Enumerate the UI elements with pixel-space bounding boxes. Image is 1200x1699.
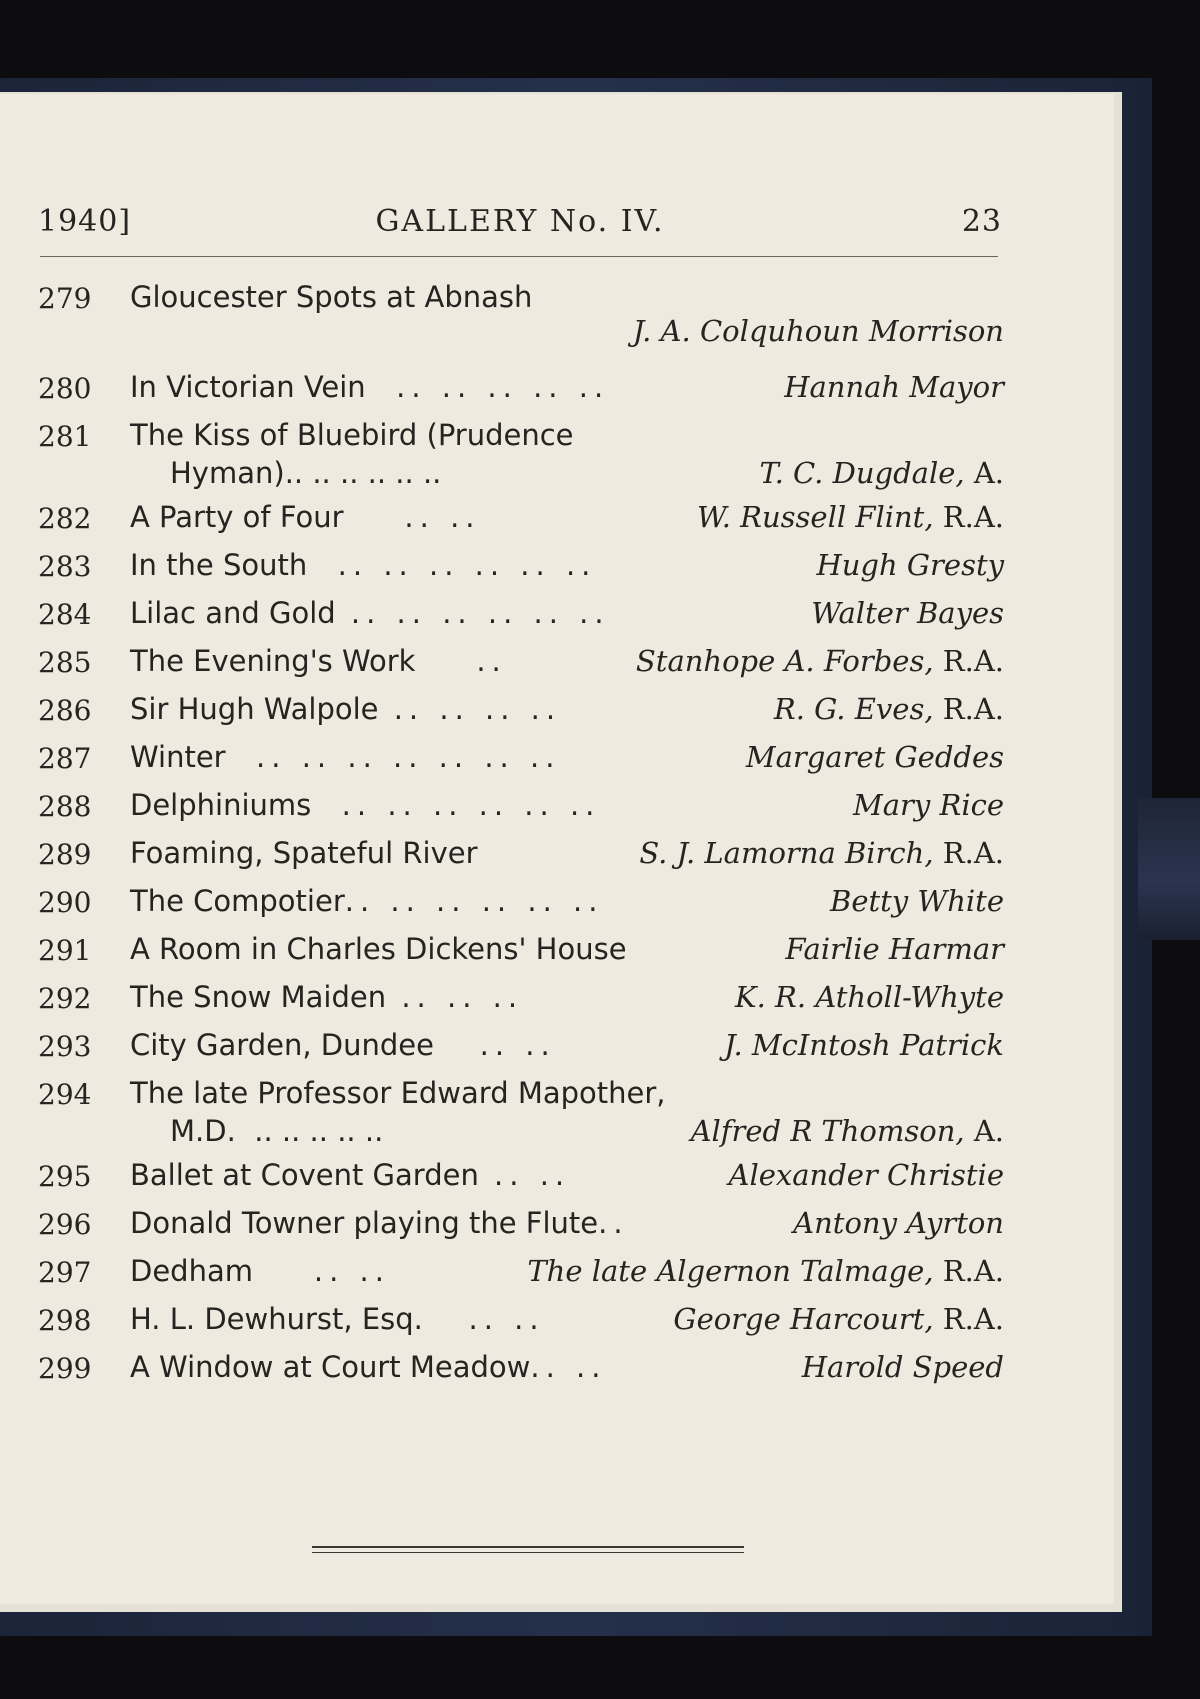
entry-title: The Evening's Work .. <box>130 644 507 678</box>
entry-artist: Margaret Geddes <box>745 740 1004 774</box>
entry-number: 296 <box>38 1208 92 1241</box>
entry-title: The late Professor Edward Mapother, <box>130 1076 666 1110</box>
list-item <box>38 740 1004 788</box>
entry-title: In Victorian Vein .. .. .. .. .. <box>130 370 610 404</box>
entry-number: 287 <box>38 742 92 775</box>
closing-double-rule <box>312 1546 744 1554</box>
entry-list <box>38 280 1004 1398</box>
header-gallery-title: GALLERY No. IV. <box>375 204 665 239</box>
entry-title: A Room in Charles Dickens' House <box>130 932 627 966</box>
entry-number: 286 <box>38 694 92 727</box>
entry-title: Dedham .. .. <box>130 1254 390 1288</box>
entry-number: 283 <box>38 550 92 583</box>
list-item <box>38 1206 1004 1254</box>
entry-title: The Compotier.. .. .. .. .. .. <box>130 884 604 918</box>
entry-artist: J. McIntosh Patrick <box>724 1028 1004 1062</box>
entry-title: Sir Hugh Walpole .. .. .. .. <box>130 692 562 726</box>
list-item <box>38 548 1004 596</box>
entry-title: The Snow Maiden .. .. .. <box>130 980 524 1014</box>
list-item <box>38 500 1004 548</box>
entry-title: Donald Towner playing the Flute.. <box>130 1206 629 1240</box>
entry-title: H. L. Dewhurst, Esq. .. .. <box>130 1302 545 1336</box>
entry-title: The Kiss of Bluebird (Prudence <box>130 418 574 452</box>
entry-number: 280 <box>38 372 92 405</box>
entry-title-continued: Hyman).. .. .. .. .. .. <box>170 456 442 490</box>
entry-number: 281 <box>38 420 92 453</box>
list-item <box>38 596 1004 644</box>
entry-number: 284 <box>38 598 92 631</box>
entry-artist: Alexander Christie <box>728 1158 1004 1192</box>
entry-number: 289 <box>38 838 92 871</box>
entry-title: Lilac and Gold .. .. .. .. .. .. <box>130 596 610 630</box>
entry-artist: Mary Rice <box>853 788 1004 822</box>
entry-title: Foaming, Spateful River <box>130 836 478 870</box>
entry-title: A Party of Four .. .. <box>130 500 481 534</box>
entry-artist: K. R. Atholl-Whyte <box>734 980 1004 1014</box>
list-item <box>38 692 1004 740</box>
entry-title: City Garden, Dundee .. .. <box>130 1028 556 1062</box>
list-item <box>38 1028 1004 1076</box>
entry-number: 297 <box>38 1256 92 1289</box>
entry-number: 292 <box>38 982 92 1015</box>
entry-artist: R. G. Eves, R.A. <box>773 692 1004 726</box>
list-item <box>38 418 1004 500</box>
entry-number: 290 <box>38 886 92 919</box>
catalogue-page <box>0 94 1114 1604</box>
entry-number: 298 <box>38 1304 92 1337</box>
entry-title: In the South .. .. .. .. .. .. <box>130 548 597 582</box>
entry-artist: Stanhope A. Forbes, R.A. <box>635 644 1004 678</box>
entry-artist: J. A. Colquhoun Morrison <box>632 314 1004 348</box>
list-item <box>38 644 1004 692</box>
entry-artist: Fairlie Harmar <box>785 932 1004 966</box>
entry-artist: George Harcourt, R.A. <box>673 1302 1004 1336</box>
entry-title: Delphiniums .. .. .. .. .. .. <box>130 788 601 822</box>
entry-number: 279 <box>38 282 92 315</box>
entry-title: Ballet at Covent Garden .. .. <box>130 1158 571 1192</box>
entry-artist: The late Algernon Talmage, R.A. <box>527 1254 1004 1288</box>
entry-title-continued: M.D. .. .. .. .. .. <box>170 1114 384 1148</box>
entry-title: Winter .. .. .. .. .. .. .. <box>130 740 561 774</box>
list-item <box>38 370 1004 418</box>
entry-number: 294 <box>38 1078 92 1111</box>
entry-artist: Harold Speed <box>801 1350 1004 1384</box>
list-item <box>38 1302 1004 1350</box>
list-item <box>38 836 1004 884</box>
entry-artist: Alfred R Thomson, A. <box>690 1114 1004 1148</box>
running-header <box>38 204 1002 248</box>
list-item <box>38 1254 1004 1302</box>
entry-artist: Hannah Mayor <box>784 370 1004 404</box>
entry-number: 285 <box>38 646 92 679</box>
page-number: 23 <box>961 204 1002 239</box>
entry-number: 288 <box>38 790 92 823</box>
entry-artist: S. J. Lamorna Birch, R.A. <box>639 836 1004 870</box>
entry-artist: Antony Ayrton <box>793 1206 1004 1240</box>
list-item <box>38 1076 1004 1158</box>
entry-number: 291 <box>38 934 92 967</box>
list-item <box>38 280 1004 370</box>
header-rule <box>40 256 998 257</box>
entry-title: Gloucester Spots at Abnash <box>130 280 533 314</box>
header-year: 1940] <box>38 204 132 239</box>
list-item <box>38 788 1004 836</box>
entry-number: 293 <box>38 1030 92 1063</box>
entry-artist: T. C. Dugdale, A. <box>759 456 1004 490</box>
bookmark-ribbon <box>1138 798 1200 940</box>
list-item <box>38 980 1004 1028</box>
entry-artist: Hugh Gresty <box>816 548 1004 582</box>
list-item <box>38 1350 1004 1398</box>
entry-artist: Walter Bayes <box>811 596 1004 630</box>
entry-artist: Betty White <box>830 884 1004 918</box>
entry-artist: W. Russell Flint, R.A. <box>696 500 1004 534</box>
entry-number: 295 <box>38 1160 92 1193</box>
entry-number: 282 <box>38 502 92 535</box>
entry-title: A Window at Court Meadow.. .. <box>130 1350 607 1384</box>
list-item <box>38 1158 1004 1206</box>
entry-number: 299 <box>38 1352 92 1385</box>
list-item <box>38 932 1004 980</box>
list-item <box>38 884 1004 932</box>
